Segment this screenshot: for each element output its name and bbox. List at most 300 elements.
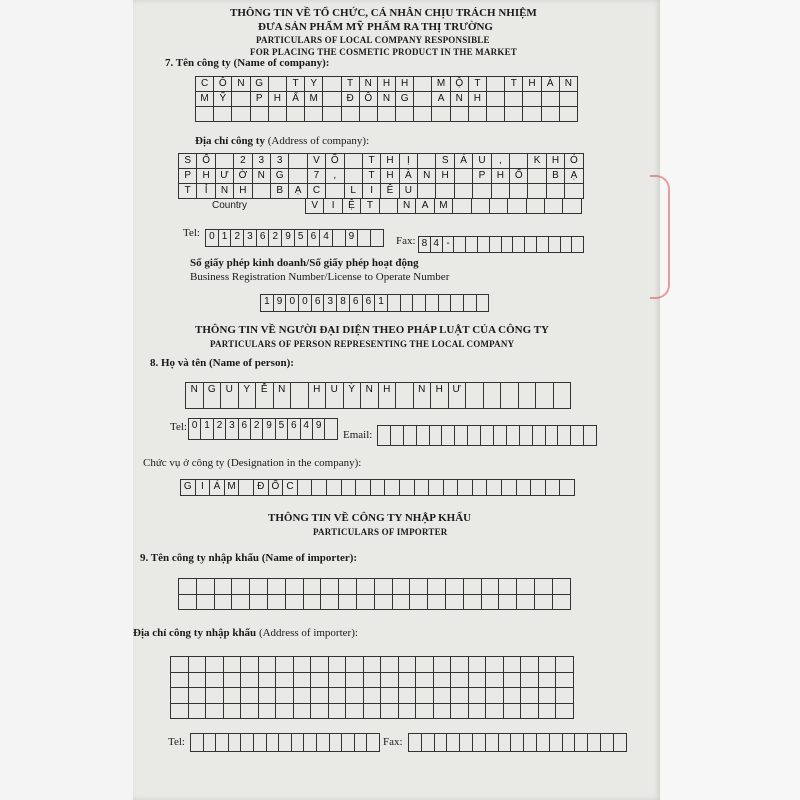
char-box[interactable]: 2 — [269, 230, 282, 247]
char-box[interactable]: M — [435, 199, 453, 214]
char-box[interactable] — [533, 426, 546, 446]
char-box[interactable] — [417, 426, 430, 446]
char-box[interactable]: N — [378, 92, 396, 107]
char-box[interactable]: N — [216, 184, 234, 199]
char-box[interactable]: G — [251, 77, 269, 92]
char-box[interactable] — [346, 657, 364, 673]
char-box[interactable]: 3 — [324, 295, 337, 312]
char-box[interactable] — [511, 734, 524, 752]
char-box[interactable] — [494, 426, 507, 446]
char-box[interactable] — [446, 595, 464, 611]
char-box[interactable] — [492, 184, 510, 199]
char-box[interactable] — [400, 480, 415, 496]
char-box[interactable] — [214, 107, 232, 122]
char-box[interactable]: - — [443, 237, 455, 253]
char-box[interactable] — [189, 704, 207, 720]
char-box[interactable] — [486, 704, 504, 720]
char-box[interactable]: T — [363, 169, 381, 184]
char-box[interactable] — [224, 657, 242, 673]
char-box[interactable]: P — [251, 92, 269, 107]
char-box[interactable]: G — [181, 480, 196, 496]
char-box[interactable]: À — [400, 169, 418, 184]
char-box[interactable] — [327, 480, 342, 496]
char-box[interactable] — [197, 595, 215, 611]
char-box[interactable] — [342, 734, 355, 752]
char-box[interactable] — [473, 734, 486, 752]
char-box[interactable] — [528, 169, 546, 184]
char-box[interactable] — [466, 237, 478, 253]
char-box[interactable] — [371, 230, 384, 247]
char-box[interactable]: Õ — [326, 154, 344, 169]
char-box[interactable] — [224, 704, 242, 720]
char-box[interactable] — [469, 688, 487, 704]
char-box[interactable] — [521, 688, 539, 704]
char-box[interactable] — [575, 734, 588, 752]
char-box[interactable] — [311, 673, 329, 689]
char-box[interactable] — [250, 579, 268, 595]
char-box[interactable] — [269, 107, 287, 122]
char-box[interactable] — [487, 480, 502, 496]
char-box[interactable] — [520, 426, 533, 446]
char-box[interactable]: Ố — [269, 480, 284, 496]
char-box[interactable] — [510, 184, 528, 199]
char-box[interactable] — [487, 92, 505, 107]
char-box[interactable] — [381, 688, 399, 704]
char-box[interactable] — [311, 704, 329, 720]
char-box[interactable] — [232, 92, 250, 107]
char-box[interactable]: N — [360, 77, 378, 92]
char-box[interactable]: H — [431, 383, 449, 409]
char-box[interactable] — [206, 657, 224, 673]
char-box[interactable] — [259, 657, 277, 673]
char-box[interactable] — [289, 154, 307, 169]
char-box[interactable]: Ẩ — [287, 92, 305, 107]
char-box[interactable] — [325, 419, 337, 440]
char-box[interactable]: N — [274, 383, 292, 409]
char-box[interactable] — [539, 673, 557, 689]
char-box[interactable] — [294, 704, 312, 720]
char-box[interactable] — [556, 688, 574, 704]
char-box[interactable] — [487, 77, 505, 92]
char-box[interactable] — [254, 734, 267, 752]
char-box[interactable]: 9 — [282, 230, 295, 247]
char-box[interactable]: , — [326, 169, 344, 184]
char-box[interactable]: Á — [455, 154, 473, 169]
importer-tel-grid[interactable] — [190, 733, 380, 752]
char-box[interactable] — [455, 184, 473, 199]
importer-name-grid[interactable] — [178, 578, 571, 610]
char-box[interactable]: 6 — [363, 295, 376, 312]
char-box[interactable] — [259, 688, 277, 704]
char-box[interactable]: Ộ — [451, 77, 469, 92]
char-box[interactable] — [360, 107, 378, 122]
char-box[interactable] — [501, 383, 519, 409]
char-box[interactable] — [472, 199, 490, 214]
char-box[interactable] — [468, 426, 481, 446]
char-box[interactable] — [206, 673, 224, 689]
char-box[interactable] — [588, 734, 601, 752]
char-box[interactable] — [523, 107, 541, 122]
char-box[interactable] — [216, 154, 234, 169]
char-box[interactable] — [224, 688, 242, 704]
char-box[interactable] — [291, 383, 309, 409]
char-box[interactable] — [454, 237, 466, 253]
char-box[interactable] — [171, 657, 189, 673]
char-box[interactable] — [393, 595, 411, 611]
char-box[interactable] — [333, 230, 346, 247]
char-box[interactable]: T — [361, 199, 379, 214]
char-box[interactable] — [447, 734, 460, 752]
char-box[interactable] — [434, 704, 452, 720]
char-box[interactable] — [241, 734, 254, 752]
char-box[interactable]: G — [204, 383, 222, 409]
char-box[interactable]: H — [492, 169, 510, 184]
char-box[interactable]: H — [269, 92, 287, 107]
char-box[interactable] — [469, 673, 487, 689]
char-box[interactable]: 9 — [346, 230, 359, 247]
char-box[interactable] — [399, 657, 417, 673]
char-box[interactable] — [464, 295, 477, 312]
char-box[interactable] — [444, 480, 459, 496]
char-box[interactable] — [267, 734, 280, 752]
char-box[interactable]: C — [308, 184, 326, 199]
char-box[interactable] — [396, 383, 414, 409]
char-box[interactable] — [535, 595, 553, 611]
char-box[interactable] — [507, 426, 520, 446]
char-box[interactable] — [287, 107, 305, 122]
char-box[interactable] — [356, 480, 371, 496]
char-box[interactable]: 3 — [253, 154, 271, 169]
char-box[interactable] — [481, 426, 494, 446]
char-box[interactable] — [171, 688, 189, 704]
char-box[interactable]: 1 — [375, 295, 388, 312]
char-box[interactable]: I — [363, 184, 381, 199]
char-box[interactable]: M — [305, 92, 323, 107]
char-box[interactable] — [399, 688, 417, 704]
char-box[interactable] — [197, 579, 215, 595]
char-box[interactable] — [414, 77, 432, 92]
char-box[interactable] — [204, 734, 217, 752]
char-box[interactable] — [393, 579, 411, 595]
char-box[interactable] — [466, 383, 484, 409]
char-box[interactable] — [286, 595, 304, 611]
char-box[interactable] — [371, 480, 386, 496]
char-box[interactable]: 6 — [288, 419, 300, 440]
char-box[interactable] — [477, 295, 490, 312]
char-box[interactable]: T — [469, 77, 487, 92]
char-box[interactable]: H — [309, 383, 327, 409]
char-box[interactable] — [276, 657, 294, 673]
char-box[interactable] — [268, 595, 286, 611]
char-box[interactable]: Ô — [214, 77, 232, 92]
char-box[interactable] — [304, 579, 322, 595]
char-box[interactable] — [451, 688, 469, 704]
char-box[interactable] — [342, 107, 360, 122]
char-box[interactable] — [171, 704, 189, 720]
char-box[interactable]: 2 — [234, 154, 252, 169]
char-box[interactable] — [311, 657, 329, 673]
char-box[interactable]: Ỹ — [214, 92, 232, 107]
char-box[interactable] — [525, 237, 537, 253]
char-box[interactable] — [560, 480, 575, 496]
char-box[interactable]: U — [400, 184, 418, 199]
person-tel-grid[interactable] — [188, 418, 338, 440]
char-box[interactable]: Ư — [449, 383, 467, 409]
char-box[interactable] — [486, 657, 504, 673]
char-box[interactable] — [410, 595, 428, 611]
char-box[interactable] — [416, 673, 434, 689]
char-box[interactable] — [504, 704, 522, 720]
char-box[interactable] — [215, 579, 233, 595]
char-box[interactable] — [189, 657, 207, 673]
char-box[interactable] — [410, 579, 428, 595]
char-box[interactable] — [536, 383, 554, 409]
char-box[interactable]: 0 — [206, 230, 219, 247]
char-box[interactable] — [276, 688, 294, 704]
char-box[interactable]: I — [196, 480, 211, 496]
char-box[interactable] — [524, 734, 537, 752]
char-box[interactable] — [305, 107, 323, 122]
char-box[interactable] — [546, 426, 559, 446]
char-box[interactable] — [482, 595, 500, 611]
char-box[interactable]: Đ — [254, 480, 269, 496]
char-box[interactable] — [464, 595, 482, 611]
char-box[interactable] — [558, 426, 571, 446]
char-box[interactable] — [304, 595, 322, 611]
char-box[interactable] — [436, 184, 454, 199]
char-box[interactable]: T — [179, 184, 197, 199]
char-box[interactable] — [380, 199, 398, 214]
char-box[interactable] — [259, 704, 277, 720]
char-box[interactable] — [179, 579, 197, 595]
char-box[interactable]: 2 — [251, 419, 263, 440]
char-box[interactable]: Á — [210, 480, 225, 496]
char-box[interactable]: H — [381, 169, 399, 184]
char-box[interactable]: S — [179, 154, 197, 169]
char-box[interactable] — [434, 657, 452, 673]
char-box[interactable] — [539, 704, 557, 720]
char-box[interactable] — [422, 734, 435, 752]
char-box[interactable]: T — [363, 154, 381, 169]
char-box[interactable] — [584, 426, 597, 446]
char-box[interactable]: N — [418, 169, 436, 184]
char-box[interactable] — [521, 673, 539, 689]
char-box[interactable] — [381, 657, 399, 673]
char-box[interactable] — [556, 673, 574, 689]
company-fax-grid[interactable] — [418, 236, 584, 253]
char-box[interactable] — [458, 480, 473, 496]
char-box[interactable]: Ờ — [234, 169, 252, 184]
char-box[interactable]: Ó — [565, 154, 583, 169]
char-box[interactable] — [432, 107, 450, 122]
char-box[interactable] — [279, 734, 292, 752]
char-box[interactable]: 0 — [299, 295, 312, 312]
char-box[interactable]: P — [179, 169, 197, 184]
char-box[interactable] — [504, 688, 522, 704]
char-box[interactable] — [364, 657, 382, 673]
char-box[interactable]: Ố — [510, 169, 528, 184]
char-box[interactable] — [364, 704, 382, 720]
char-box[interactable] — [364, 673, 382, 689]
char-box[interactable]: 5 — [276, 419, 288, 440]
char-box[interactable] — [381, 704, 399, 720]
char-box[interactable] — [294, 657, 312, 673]
char-box[interactable] — [571, 426, 584, 446]
char-box[interactable]: 9 — [274, 295, 287, 312]
char-box[interactable] — [428, 595, 446, 611]
char-box[interactable]: U — [326, 383, 344, 409]
char-box[interactable] — [358, 230, 371, 247]
char-box[interactable]: Y — [239, 383, 257, 409]
char-box[interactable] — [375, 595, 393, 611]
char-box[interactable] — [409, 734, 422, 752]
char-box[interactable] — [553, 595, 571, 611]
char-box[interactable] — [189, 673, 207, 689]
company-address-grid[interactable] — [178, 153, 584, 199]
char-box[interactable]: Ư — [216, 169, 234, 184]
char-box[interactable] — [206, 704, 224, 720]
char-box[interactable] — [396, 107, 414, 122]
char-box[interactable]: H — [234, 184, 252, 199]
char-box[interactable] — [455, 169, 473, 184]
char-box[interactable] — [528, 184, 546, 199]
char-box[interactable] — [346, 704, 364, 720]
char-box[interactable] — [486, 673, 504, 689]
char-box[interactable] — [364, 688, 382, 704]
char-box[interactable] — [504, 657, 522, 673]
char-box[interactable] — [339, 579, 357, 595]
char-box[interactable] — [430, 426, 443, 446]
char-box[interactable] — [294, 673, 312, 689]
char-box[interactable] — [546, 480, 561, 496]
char-box[interactable] — [439, 295, 452, 312]
char-box[interactable]: Ê — [381, 184, 399, 199]
char-box[interactable] — [508, 199, 526, 214]
char-box[interactable] — [216, 734, 229, 752]
char-box[interactable] — [547, 184, 565, 199]
char-box[interactable] — [289, 169, 307, 184]
char-box[interactable] — [486, 734, 499, 752]
char-box[interactable]: L — [345, 184, 363, 199]
char-box[interactable] — [330, 734, 343, 752]
char-box[interactable] — [339, 595, 357, 611]
char-box[interactable] — [191, 734, 204, 752]
char-box[interactable]: Ỳ — [344, 383, 362, 409]
char-box[interactable] — [451, 107, 469, 122]
char-box[interactable]: Y — [305, 77, 323, 92]
char-box[interactable] — [239, 480, 254, 496]
char-box[interactable] — [286, 579, 304, 595]
char-box[interactable] — [414, 92, 432, 107]
char-box[interactable] — [401, 295, 414, 312]
char-box[interactable]: T — [342, 77, 360, 92]
char-box[interactable] — [241, 673, 259, 689]
char-box[interactable] — [517, 579, 535, 595]
char-box[interactable]: Ỉ — [197, 184, 215, 199]
char-box[interactable] — [535, 579, 553, 595]
char-box[interactable]: A — [416, 199, 434, 214]
char-box[interactable] — [378, 107, 396, 122]
char-box[interactable] — [455, 426, 468, 446]
char-box[interactable] — [451, 704, 469, 720]
char-box[interactable] — [553, 579, 571, 595]
char-box[interactable] — [345, 169, 363, 184]
char-box[interactable]: M — [432, 77, 450, 92]
char-box[interactable] — [357, 595, 375, 611]
char-box[interactable]: 8 — [337, 295, 350, 312]
char-box[interactable]: N — [560, 77, 578, 92]
char-box[interactable] — [545, 199, 563, 214]
char-box[interactable]: N — [414, 383, 432, 409]
char-box[interactable] — [510, 154, 528, 169]
char-box[interactable] — [196, 107, 214, 122]
char-box[interactable]: 2 — [231, 230, 244, 247]
char-box[interactable] — [434, 688, 452, 704]
char-box[interactable] — [473, 184, 491, 199]
char-box[interactable] — [385, 480, 400, 496]
char-box[interactable]: Ố — [197, 154, 215, 169]
char-box[interactable] — [614, 734, 627, 752]
char-box[interactable]: C — [196, 77, 214, 92]
char-box[interactable]: 8 — [419, 237, 431, 253]
char-box[interactable] — [399, 704, 417, 720]
char-box[interactable] — [542, 107, 560, 122]
char-box[interactable] — [490, 237, 502, 253]
char-box[interactable] — [416, 657, 434, 673]
char-box[interactable]: U — [221, 383, 239, 409]
char-box[interactable]: , — [492, 154, 510, 169]
designation-grid[interactable] — [180, 479, 575, 496]
char-box[interactable] — [549, 237, 561, 253]
char-box[interactable] — [426, 295, 439, 312]
char-box[interactable]: À — [542, 77, 560, 92]
char-box[interactable] — [329, 657, 347, 673]
char-box[interactable] — [329, 688, 347, 704]
char-box[interactable]: 1 — [219, 230, 232, 247]
char-box[interactable]: Đ — [342, 92, 360, 107]
char-box[interactable] — [323, 107, 341, 122]
char-box[interactable] — [469, 657, 487, 673]
char-box[interactable]: 3 — [271, 154, 289, 169]
char-box[interactable] — [276, 673, 294, 689]
char-box[interactable] — [517, 595, 535, 611]
char-box[interactable] — [357, 579, 375, 595]
char-box[interactable]: V — [308, 154, 326, 169]
char-box[interactable] — [378, 426, 391, 446]
char-box[interactable]: T — [505, 77, 523, 92]
char-box[interactable]: M — [225, 480, 240, 496]
char-box[interactable] — [484, 383, 502, 409]
char-box[interactable]: B — [271, 184, 289, 199]
char-box[interactable]: N — [186, 383, 204, 409]
char-box[interactable]: 6 — [239, 419, 251, 440]
char-box[interactable] — [499, 595, 517, 611]
char-box[interactable] — [513, 237, 525, 253]
char-box[interactable] — [326, 184, 344, 199]
char-box[interactable] — [404, 426, 417, 446]
char-box[interactable] — [232, 595, 250, 611]
char-box[interactable]: 3 — [226, 419, 238, 440]
char-box[interactable] — [241, 688, 259, 704]
char-box[interactable] — [418, 154, 436, 169]
char-box[interactable] — [312, 480, 327, 496]
char-box[interactable] — [317, 734, 330, 752]
char-box[interactable] — [560, 92, 578, 107]
char-box[interactable] — [367, 734, 380, 752]
char-box[interactable] — [224, 673, 242, 689]
char-box[interactable]: C — [283, 480, 298, 496]
char-box[interactable] — [276, 704, 294, 720]
